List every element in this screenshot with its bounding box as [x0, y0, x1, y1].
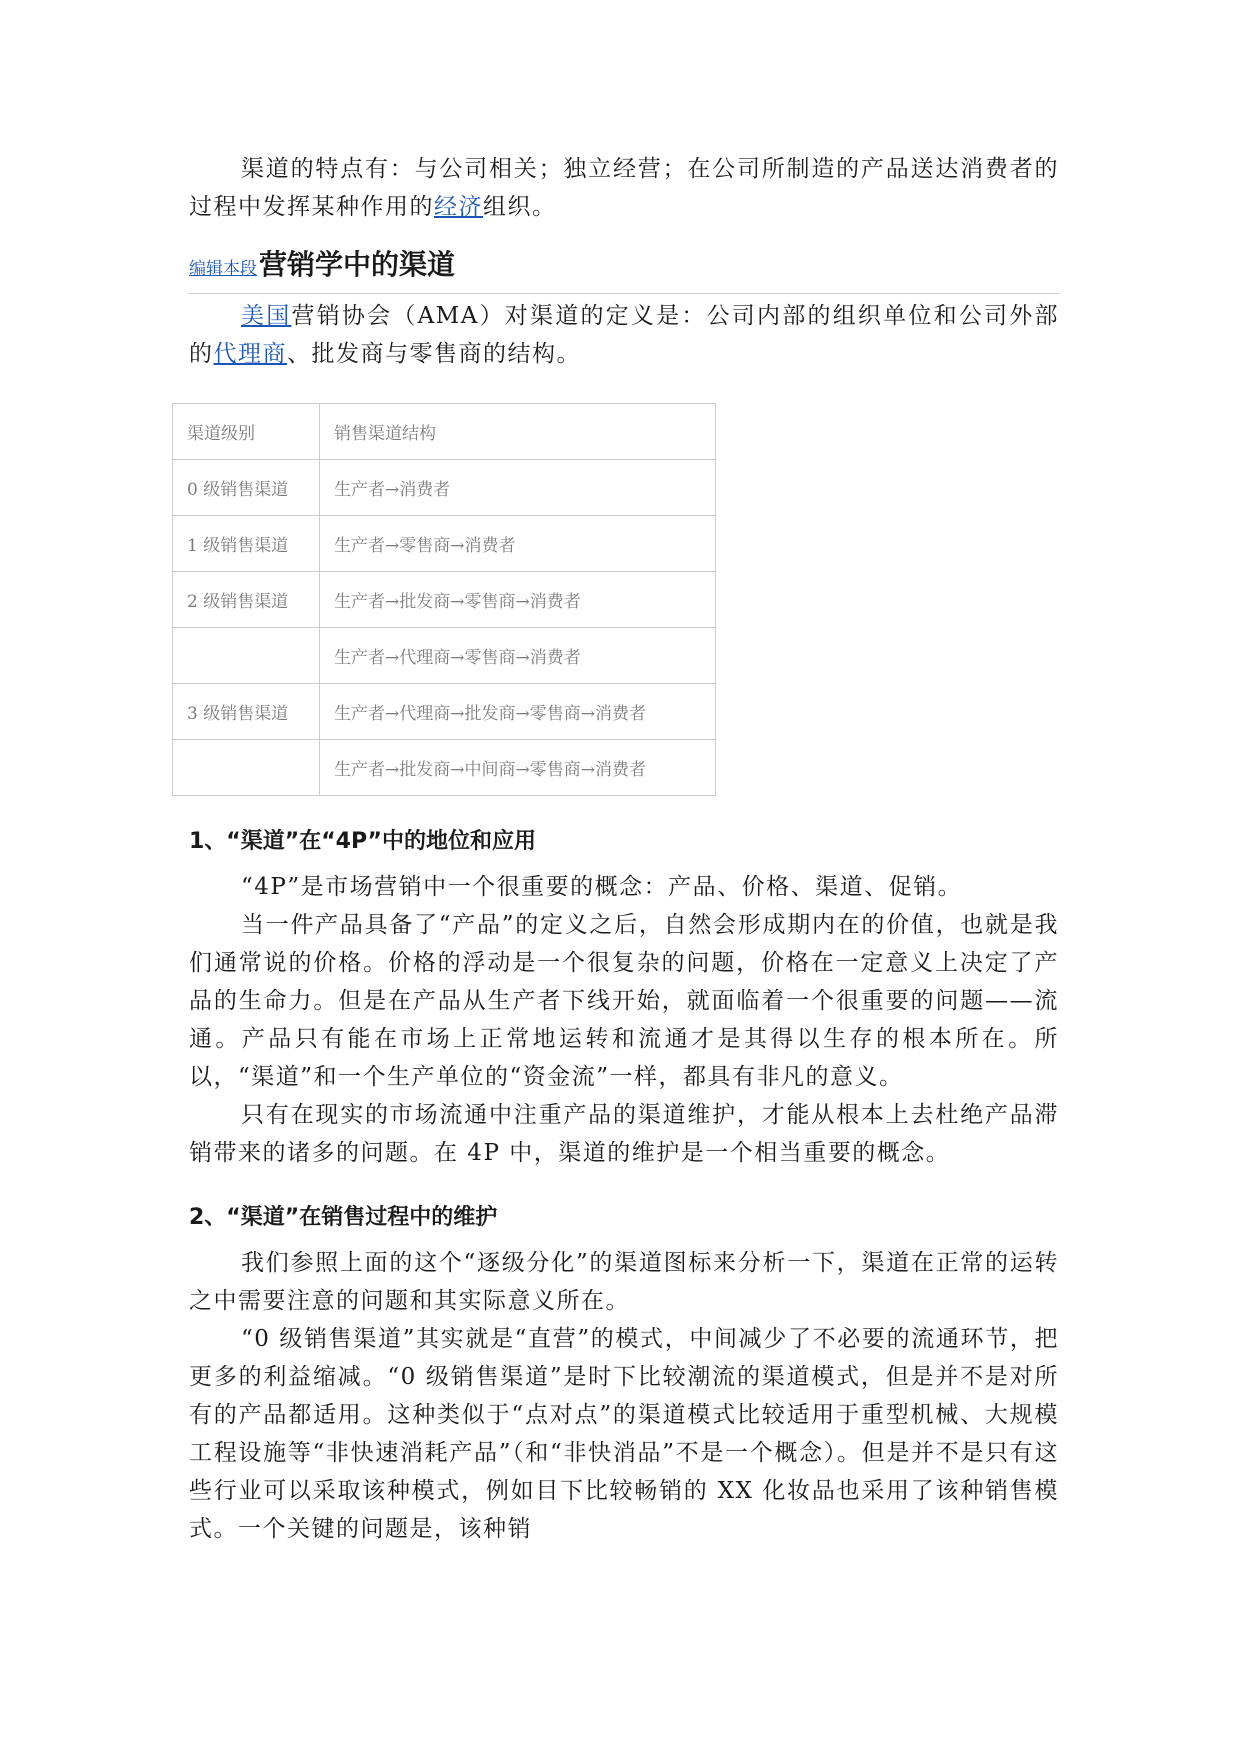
- economy-link[interactable]: 经济: [434, 194, 483, 220]
- channel-level-cell: 1 级销售渠道: [173, 516, 320, 572]
- channel-structure-cell: 生产者→批发商→中间商→零售商→消费者: [320, 740, 716, 796]
- table-row: [173, 572, 716, 628]
- body-paragraph: “0 级销售渠道”其实就是“直营”的模式，中间减少了不必要的流通环节，把更多的利益缩减。“0 级销售渠道”是时下比较潮流的渠道模式，但是并不是对所有的产品都适用。这种类似于“点对点”的渠道模式比较适用于重型机械、大规模工程设施等“非快速消耗产品”（和“非快消品”不是一个概念）。但是并不是只有这些行业可以采取该种模式，例如目下比较畅销的 XX 化妆品也采用了该种销售模式。一个关键的问题是，该种销: [189, 1326, 1059, 1542]
- table-row: [173, 740, 716, 796]
- header-structure: 销售渠道结构: [320, 404, 716, 460]
- intro-text-1: 渠道的特点有：与公司相关；独立经营；在公司所制造的产品送达消费者的过程中发挥某种作用的: [189, 156, 1059, 220]
- table-row: [173, 516, 716, 572]
- section-1-heading: 1、“渠道”在“4P”中的地位和应用: [189, 829, 536, 854]
- edit-section-link[interactable]: 编辑本段: [189, 259, 257, 279]
- table-row: [173, 628, 716, 684]
- body-paragraph: “4P”是市场营销中一个很重要的概念：产品、价格、渠道、促销。: [241, 874, 963, 900]
- usa-link[interactable]: 美国: [241, 303, 292, 329]
- section-2-heading: 2、“渠道”在销售过程中的维护: [189, 1205, 498, 1230]
- channel-structure-cell: 生产者→代理商→零售商→消费者: [320, 628, 716, 684]
- section-heading: [189, 243, 1059, 287]
- body-paragraph: 我们参照上面的这个“逐级分化”的渠道图标来分析一下，渠道在正常的运转之中需要注意的问题和其实际意义所在。: [189, 1250, 1059, 1314]
- channel-structure-cell: 生产者→批发商→零售商→消费者: [320, 572, 716, 628]
- body-paragraph: 只有在现实的市场流通中注重产品的渠道维护，才能从根本上去杜绝产品滞销带来的诸多的问题。在 4P 中，渠道的维护是一个相当重要的概念。: [189, 1102, 1059, 1166]
- table-row: [173, 684, 716, 740]
- document-content: [189, 150, 1059, 1548]
- channel-level-cell: [173, 628, 320, 684]
- ama-text-1: 营销协会（AMA）对渠道的定义是：公司内部的组织单位和公司外部的: [189, 303, 1059, 367]
- header-level: 渠道级别: [173, 404, 320, 460]
- ama-text-2: 、批发商与零售商的结构。: [287, 341, 581, 367]
- channel-level-cell: [173, 740, 320, 796]
- section-divider: [189, 293, 1059, 294]
- channel-level-cell: 3 级销售渠道: [173, 684, 320, 740]
- table-row: [173, 460, 716, 516]
- agent-link[interactable]: 代理商: [213, 341, 287, 367]
- channel-structure-cell: 生产者→消费者: [320, 460, 716, 516]
- body-paragraph: 当一件产品具备了“产品”的定义之后，自然会形成期内在的价值，也就是我们通常说的价格。价格的浮动是一个很复杂的问题，价格在一定意义上决定了产品的生命力。但是在产品从生产者下线开始，就面临着一个很重要的问题——流通。产品只有能在市场上正常地运转和流通才是其得以生存的根本所在。所以，“渠道”和一个生产单位的“资金流”一样，都具有非凡的意义。: [189, 912, 1059, 1090]
- intro-paragraph: [189, 150, 1059, 226]
- channel-table: [172, 403, 716, 796]
- channel-level-cell: 0 级销售渠道: [173, 460, 320, 516]
- intro-text-2: 组织。: [483, 194, 557, 220]
- table-header-row: [173, 404, 716, 460]
- section-title: 营销学中的渠道: [259, 248, 456, 281]
- section-2-body: [189, 1244, 1059, 1548]
- ama-paragraph: [189, 297, 1059, 373]
- channel-structure-cell: 生产者→代理商→批发商→零售商→消费者: [320, 684, 716, 740]
- channel-structure-cell: 生产者→零售商→消费者: [320, 516, 716, 572]
- channel-level-cell: 2 级销售渠道: [173, 572, 320, 628]
- section-1-body: [189, 868, 1059, 1172]
